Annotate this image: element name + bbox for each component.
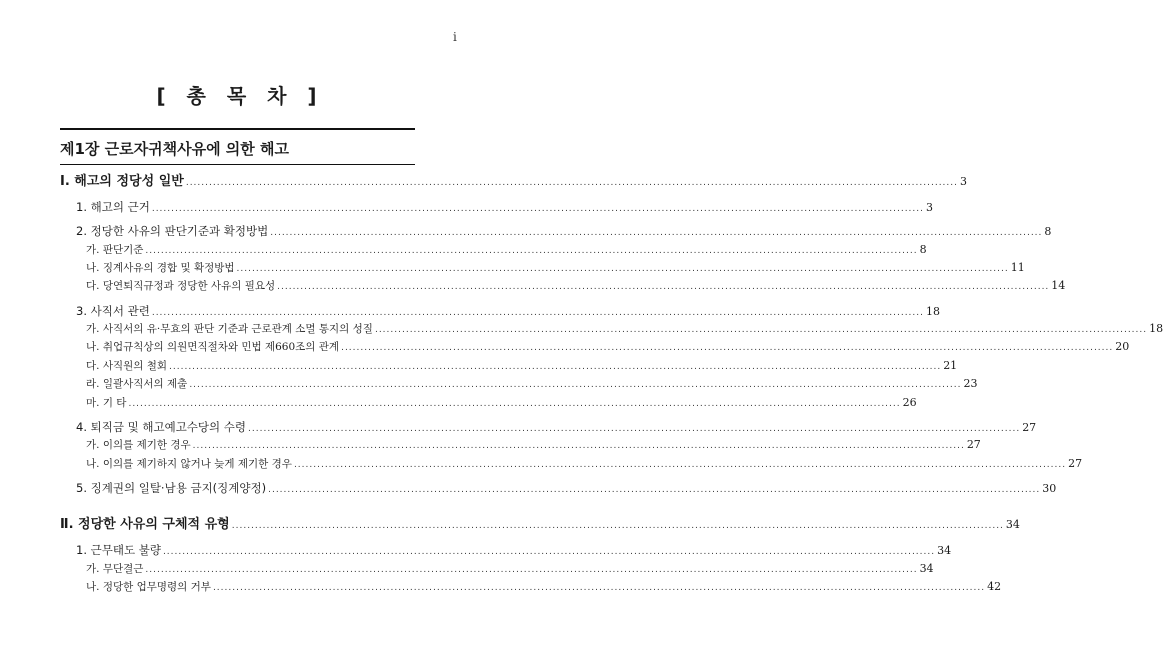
toc-entry-page: 42 [987,580,1002,593]
toc-entry-label: 2. 정당한 사유의 판단기준과 확정방법 [76,224,269,238]
toc-entry[interactable] [0,320,1163,338]
toc-leader-dots: ........................................................................................................................................................................................................ [270,228,1043,238]
toc-entry-page: 26 [902,396,917,409]
toc-entry[interactable] [0,222,1052,240]
toc-entry[interactable] [0,302,940,320]
toc-leader-dots: ........................................................................................................................................................................................................ [374,325,1148,335]
toc-leader-dots: ........................................................................................................................................................................................................ [151,308,924,318]
toc-leader-dots: ........................................................................................................................................................................................................ [192,441,965,451]
toc-entry-label: 다. 사직원의 철회 [86,360,168,372]
toc-entry-row [60,516,1020,534]
toc-entry-row [86,338,1130,356]
toc-entry-page: 8 [1044,225,1052,238]
toc-entry-page: 23 [963,377,978,390]
page-title: [ 총 목 차 ] [156,84,324,108]
toc-entry-label: 나. 취업규칙상의 의원면직절차와 민법 제660조의 관계 [86,341,340,353]
toc-entry[interactable] [0,479,1057,497]
toc-leader-dots: ........................................................................................................................................................................................................ [162,547,936,557]
toc-entry-row [86,259,1025,277]
toc-entry-row [76,479,1057,497]
toc-entry[interactable] [0,560,934,578]
toc-entry-label: 라. 일괄사직서의 제출 [86,378,188,390]
toc-entry-page: 18 [1149,322,1163,335]
toc-entry[interactable] [0,436,981,454]
toc-entry-page: 21 [943,359,958,372]
toc-entry-page: 3 [960,175,967,188]
toc-leader-dots: ........................................................................................................................................................................................................ [128,399,901,409]
toc-entry-page: 8 [919,243,927,256]
toc-entry-page: 27 [1068,457,1083,470]
toc-entry[interactable] [0,173,967,191]
toc-entry-row [86,241,927,259]
toc-entry-row [86,277,1066,295]
toc-entry-label: Ⅰ. 해고의 정당성 일반 [60,174,184,189]
toc-leader-dots: ........................................................................................................................................................................................................ [236,264,1009,274]
toc-entry-row [86,578,1002,596]
toc-entry[interactable] [0,259,1025,277]
toc-entry[interactable] [0,241,927,259]
toc-leader-dots: ........................................................................................................................................................................................................ [212,583,986,593]
toc-leader-dots: ........................................................................................................................................................................................................ [145,565,918,575]
toc-entry-label: 나. 정당한 업무명령의 거부 [86,581,211,593]
toc-entry-row [86,560,934,578]
toc-entry-row [86,375,978,393]
toc-entry-page: 34 [937,544,952,557]
toc-entry-row [76,222,1052,240]
toc-leader-dots: ........................................................................................................................................................................................................ [169,362,942,372]
toc-entry-label: 3. 사직서 관련 [76,304,150,318]
toc-entry-row [86,394,917,412]
toc-entry[interactable] [0,394,917,412]
toc-entry[interactable] [0,578,1002,596]
toc-entry-row [76,418,1037,436]
toc-entry-row [76,198,933,216]
toc-entry[interactable] [0,418,1037,436]
toc-leader-dots: ........................................................................................................................................................................................................ [145,246,918,256]
chapter-heading: 제1장 근로자귀책사유에 의한 해고 [60,128,415,162]
toc-entry-row [76,302,940,320]
toc-entry-label: 가. 판단기준 [86,244,144,256]
toc-leader-dots: ........................................................................................................................................................................................................ [231,521,1004,531]
toc-entry-label: 나. 징계사유의 경합 및 확정방법 [86,262,235,274]
toc-leader-dots: ........................................................................................................................................................................................................ [185,178,958,188]
toc-entry-page: 27 [966,438,981,451]
toc-entry-page: 34 [919,562,934,575]
toc-entry-page: 27 [1022,421,1037,434]
toc-entry-row [76,541,952,559]
toc-leader-dots: ........................................................................................................................................................................................................ [189,380,962,390]
toc-entry[interactable] [0,541,952,559]
toc-entry-row [86,455,1083,473]
toc-leader-dots: ........................................................................................................................................................................................................ [341,343,1114,353]
toc-entry-row [86,357,958,375]
toc-leader-dots: ........................................................................................................................................................................................................ [268,485,1041,495]
toc-entry-label: 나. 이의를 제기하지 않거나 늦게 제기한 경우 [86,458,292,470]
toc-entry-label: 다. 당연퇴직규정과 정당한 사유의 필요성 [86,280,276,292]
toc-entry-page: 18 [926,305,940,318]
toc-entry-page: 34 [1005,518,1020,531]
toc-entry[interactable] [0,198,933,216]
toc-entry-page: 3 [926,201,933,214]
toc-entry-label: 마. 기 타 [86,397,127,409]
toc-entry[interactable] [0,375,978,393]
toc-entry-label: 1. 근무태도 불량 [76,543,161,557]
toc-entry-label: 4. 퇴직금 및 해고예고수당의 수령 [76,420,247,434]
toc-entry[interactable] [0,516,1020,534]
toc-entry-row [60,173,967,191]
toc-entry[interactable] [0,277,1066,295]
toc-entry[interactable] [0,338,1130,356]
toc-entry-label: 1. 해고의 근거 [76,200,150,214]
toc-entry-page: 11 [1010,261,1025,274]
toc-entry[interactable] [0,357,958,375]
page-marker: i [453,30,457,44]
toc-leader-dots: ........................................................................................................................................................................................................ [277,282,1050,292]
toc-entry-page: 30 [1042,482,1057,495]
chapter-rule [60,164,415,165]
toc-entry-row [86,436,981,454]
toc-entry-label: 5. 징계권의 일탈·남용 금지(징계양정) [76,481,267,495]
toc-leader-dots: ........................................................................................................................................................................................................ [248,424,1021,434]
toc-entry-label: 가. 사직서의 유·무효의 판단 기준과 근로관계 소멸 통지의 성질 [86,323,373,335]
toc-entry-row [86,320,1163,338]
toc-entry-label: Ⅱ. 정당한 사유의 구체적 유형 [60,517,230,532]
toc-leader-dots: ........................................................................................................................................................................................................ [293,460,1067,470]
toc-entry-page: 14 [1051,279,1066,292]
toc-entry-label: 가. 이의를 제기한 경우 [86,439,191,451]
toc-entry-label: 가. 무단결근 [86,563,144,575]
toc-entry[interactable] [0,455,1083,473]
toc-entry-page: 20 [1115,340,1130,353]
toc-leader-dots: ........................................................................................................................................................................................................ [151,204,924,214]
